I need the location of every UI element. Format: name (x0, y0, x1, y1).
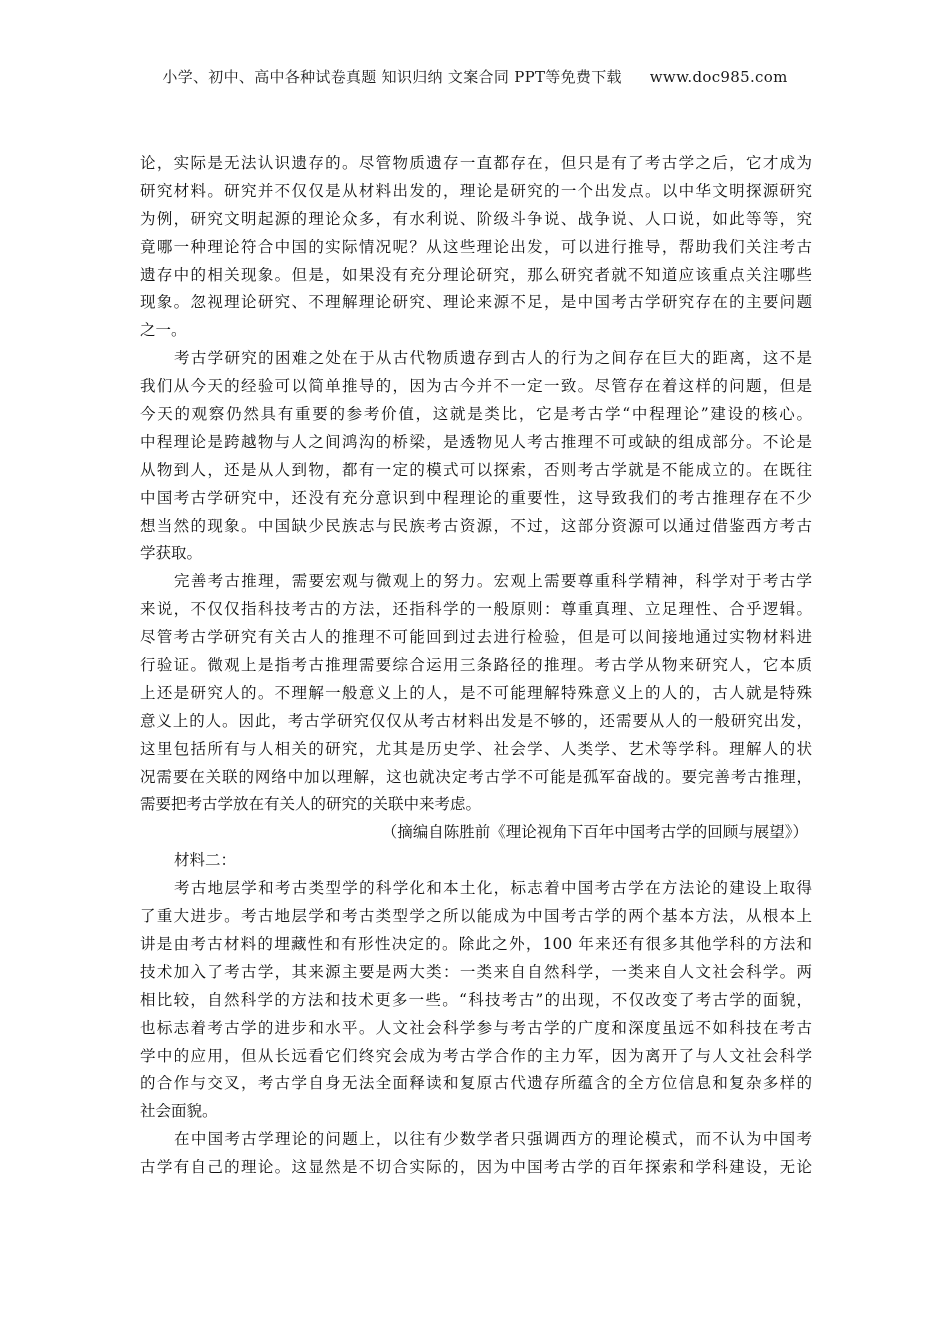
text-line: 相比较，自然科学的方法和技术更多一些。“科技考古”的出现，不仅改变了考古学的面貌， (140, 990, 812, 1009)
text-line: 的合作与交叉，考古学自身无法全面释读和复原古代遗存所蕴含的全方位信息和复杂多样的 (140, 1074, 812, 1093)
paragraph-start: 完善考古推理，需要宏观与微观上的努力。宏观上需要尊重科学精神，科学对于考古学 (174, 572, 812, 591)
header-text: 小学、初中、高中各种试卷真题 知识归纳 文案合同 PPT等免费下载 (162, 68, 622, 86)
paragraph-start: 考古学研究的困难之处在于从古代物质遗存到古人的行为之间存在巨大的距离，这不是 (174, 349, 812, 368)
text-line: 古学有自己的理论。这显然是不切合实际的，因为中国考古学的百年探索和学科建设，无论 (140, 1158, 812, 1177)
text-line: 需要把考古学放在有关人的研究的关联中来考虑。 (140, 795, 482, 814)
text-line: 中国考古学研究中，还没有充分意识到中程理论的重要性，这导致我们的考古推理存在不少 (140, 488, 812, 507)
text-line: 学中的应用，但从长远看它们终究会成为考古学合作的主力军，因为离开了与人文社会科学 (140, 1046, 812, 1065)
text-line: 为例，研究文明起源的理论众多，有水利说、阶级斗争说、战争说、人口说，如此等等，究 (140, 209, 812, 228)
document-body (140, 150, 812, 1182)
text-line: 遗存中的相关现象。但是，如果没有充分理论研究，那么研究者就不知道应该重点关注哪些 (140, 265, 812, 284)
paragraph-start: 在中国考古学理论的问题上，以往有少数学者只强调西方的理论模式，而不认为中国考 (174, 1130, 812, 1149)
text-line: 行验证。微观上是指考古推理需要综合运用三条路径的推理。考古学从物来研究人，它本质 (140, 656, 812, 675)
header-site: www.doc985.com (649, 68, 788, 86)
text-line: 想当然的现象。中国缺少民族志与民族考古资源，不过，这部分资源可以通过借鉴西方考古 (140, 516, 812, 535)
text-line: 尽管考古学研究有关古人的推理不可能回到过去进行检验，但是可以间接地通过实物材料进 (140, 628, 812, 647)
text-line: 上还是研究人的。不理解一般意义上的人，是不可能理解特殊意义上的人的，古人就是特殊 (140, 683, 812, 702)
text-line: 中程理论是跨越物与人之间鸿沟的桥梁，是透物见人考古推理不可或缺的组成部分。不论是 (140, 432, 812, 451)
text-line: 从物到人，还是从人到物，都有一定的模式可以探索，否则考古学就是不能成立的。在既往 (140, 460, 812, 479)
page-header (0, 66, 950, 87)
text-line: 也标志着考古学的进步和水平。人文社会科学参与考古学的广度和深度虽远不如科技在考古 (140, 1018, 812, 1037)
text-line: 研究材料。研究并不仅仅是从材料出发的，理论是研究的一个出发点。以中华文明探源研究 (140, 181, 812, 200)
text-line: 论，实际是无法认识遗存的。尽管物质遗存一直都存在，但只是有了考古学之后，它才成为 (140, 154, 812, 172)
text-line: 竟哪一种理论符合中国的实际情况呢？从这些理论出发，可以进行推导，帮助我们关注考古 (140, 237, 812, 256)
text-line: 今天的观察仍然具有重要的参考价值，这就是类比，它是考古学“中程理论”建设的核心。 (140, 405, 812, 424)
text-line: 我们从今天的经验可以简单推导的，因为古今并不一定一致。尽管存在着这样的问题，但是 (140, 377, 812, 396)
section-heading: 材料二： (174, 851, 237, 870)
text-line: 讲是由考古材料的埋藏性和有形性决定的。除此之外，100 年来还有很多其他学科的方法和 (140, 934, 812, 953)
text-line: 况需要在关联的网络中加以理解，这也就决定考古学不可能是孤军奋战的。要完善考古推理， (140, 767, 812, 786)
text-line: 技术加入了考古学，其来源主要是两大类：一类来自自然科学，一类来自人文社会科学。两 (140, 962, 812, 981)
text-line: 这里包括所有与人相关的研究，尤其是历史学、社会学、人类学、艺术等学科。理解人的状 (140, 739, 812, 758)
text-line: 现象。忽视理论研究、不理解理论研究、理论来源不足，是中国考古学研究存在的主要问题 (140, 293, 812, 312)
source-citation: （摘编自陈胜前《理论视角下百年中国考古学的回顾与展望》） (381, 823, 808, 842)
paragraph-start: 考古地层学和考古类型学的科学化和本土化，标志着中国考古学在方法论的建设上取得 (174, 879, 812, 898)
text-line: 意义上的人。因此，考古学研究仅仅从考古材料出发是不够的，还需要从人的一般研究出发， (140, 711, 812, 730)
text-line: 了重大进步。考古地层学和考古类型学之所以能成为中国考古学的两个基本方法，从根本上 (140, 907, 812, 926)
text-line: 学获取。 (140, 544, 203, 563)
text-line: 社会面貌。 (140, 1102, 218, 1121)
text-line: 来说，不仅仅指科技考古的方法，还指科学的一般原则：尊重真理、立足理性、合乎逻辑。 (140, 600, 812, 619)
text-line: 之一。 (140, 321, 187, 340)
